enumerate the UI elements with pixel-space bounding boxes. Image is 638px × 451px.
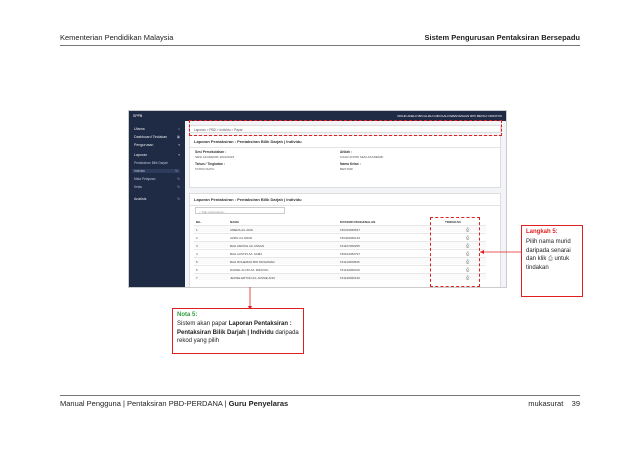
sidebar-item-laporan[interactable]: Laporan ▾ [134, 153, 180, 157]
highlight-tindakan-column [430, 217, 480, 287]
header-ministry: Kementerian Pendidikan Malaysia [60, 33, 174, 42]
search-input[interactable]: ⌕ Taip (cari)carian... [195, 207, 285, 214]
highlight-panel-title [189, 120, 502, 136]
step-title: Langkah 5: [526, 229, 558, 235]
page-number: 39 [571, 399, 580, 408]
kelas-label: Nama Kelas : [340, 162, 361, 166]
cell-id: 151130060019 [340, 268, 360, 272]
print-icon[interactable]: ⎙ [466, 266, 470, 272]
tahun-label: Tahun / Tingkatan : [195, 162, 225, 166]
search-icon: ⌕ [199, 209, 202, 214]
cell-id: 150315060547 [340, 228, 361, 232]
print-icon[interactable]: ⎙ [466, 250, 470, 256]
cell-id: 150406060120 [340, 236, 361, 240]
cell-id: 151107060255 [340, 244, 360, 248]
header-rule [60, 45, 580, 46]
refresh-icon: ↻ [175, 169, 178, 173]
print-icon[interactable]: ⎙ [466, 274, 470, 280]
list-panel-title: Laporan Pentaksiran : Pentaksiran Bilik Darjah | Individu [190, 194, 500, 206]
refresh-icon: ↻ [177, 177, 180, 181]
print-icon[interactable]: ⎙ [466, 234, 470, 240]
cell-bil: 5 [196, 260, 198, 264]
page-header [60, 33, 580, 47]
sidebar-item-pengurusan[interactable]: Pengurusan ▾ [134, 143, 180, 147]
sesi-label: Sesi Persekolahan : [195, 150, 227, 154]
user-name[interactable]: MOHD ADELO BIN ALIAH GIIKOLAH KEBANGSAAN RPK BETAU CIRKOYKI [397, 114, 502, 118]
sidebar-item-mata-pelajaran[interactable]: Mata Pelajaran ↻ [134, 177, 180, 181]
footer-rule [60, 395, 580, 396]
sidebar-item-utama[interactable]: Utama ⌂ [134, 127, 180, 131]
cell-nama: BAH AMONG A/L ASSAN [230, 244, 265, 248]
sidebar-item-analisis[interactable]: Analisis ↻ [134, 197, 180, 201]
sesi-value: SESI AKADEMIK 2022/2023 [195, 155, 235, 159]
ahliah-value: USAR ANHIR SESI AKADEMIK [340, 155, 384, 159]
col-header-nama: NAMA [230, 220, 239, 224]
col-header-tindakan: TINDAKAN [445, 220, 461, 224]
print-icon[interactable]: ⎙ [466, 226, 470, 232]
cell-nama: BAH AUSTIN A/L SAMA [230, 252, 263, 256]
cell-nama: DANIEL ALVIN A/L RIZANOL [230, 268, 269, 272]
home-icon: ⌂ [177, 127, 180, 131]
cell-nama: BAH ROHEMAN BIN MOHAMAD [230, 260, 275, 264]
footer-page: mukasurat 39 [528, 399, 580, 408]
ahliah-label: Ahliah : [340, 150, 353, 154]
refresh-icon: ↻ [177, 197, 180, 201]
app-sidebar [129, 121, 185, 288]
cell-bil: 6 [196, 268, 198, 272]
cell-bil: 4 [196, 252, 198, 256]
step-text: Pilih nama murid daripada senarai dan klik ⎙ untuk tindakan [526, 239, 571, 271]
note-text: Sistem akan papar Laporan Pentaksiran : Pentaksiran Bilik Darjah | Individu daripada rekod yang pilih [177, 321, 299, 344]
cell-nama: AZRIL A/L RIDZI [230, 236, 253, 240]
header-system-title: Sistem Pengurusan Pentaksiran Bersepadu [424, 33, 580, 42]
info-panel-title: Laporan Pentaksiran : Pentaksiran Bilik Darjah | Individu [190, 136, 500, 148]
cell-bil: 2 [196, 236, 198, 240]
cell-bil: 7 [196, 276, 198, 280]
sidebar-item-individu[interactable]: Individu ↻ [134, 169, 178, 173]
refresh-icon: ↻ [177, 185, 180, 189]
col-header-bil: BIL. [196, 220, 202, 224]
note-title: Nota 5: [177, 312, 198, 318]
breadcrumb: Laporan > PBD > Individu > Papar [189, 125, 501, 133]
cell-bil: 1 [196, 228, 198, 232]
sidebar-item-pbd[interactable]: Pentaksiran Bilik Darjah [134, 161, 168, 165]
sidebar-item-dashboard[interactable]: Dashboard Tindakan ▣ [134, 135, 180, 139]
chevron-down-icon: ▾ [178, 143, 180, 147]
cell-id: 151126060139 [340, 276, 360, 280]
cell-bil: 3 [196, 244, 198, 248]
cell-id: 151113060535 [340, 260, 360, 264]
cell-id: 150612060797 [340, 252, 361, 256]
info-panel [189, 135, 501, 188]
callout-step [521, 225, 583, 297]
col-header-id: MYKID/ID PENGENALAN [340, 220, 376, 224]
kelas-value: BESTARI [340, 167, 354, 171]
cell-nama: JESSIE ERTON A/L JASSIE ANN [230, 276, 275, 280]
tahun-value: TAHUN SATU [195, 167, 215, 171]
sidebar-item-kelas[interactable]: Kelas ↻ [134, 185, 180, 189]
footer-manual-title: Manual Pengguna | Pentaksiran PBD-PERDANA | Guru Penyelaras [60, 399, 289, 408]
print-icon: ⎙ [548, 256, 553, 262]
print-icon[interactable]: ⎙ [466, 242, 470, 248]
page-footer [60, 395, 580, 409]
print-icon[interactable]: ⎙ [466, 258, 470, 264]
dashboard-icon: ▣ [176, 135, 180, 139]
cell-nama: AMEDA A/L AMIL [230, 228, 254, 232]
callout-note [172, 308, 304, 354]
app-logo[interactable]: SPPB [133, 114, 143, 118]
chevron-down-icon: ▾ [178, 153, 180, 157]
